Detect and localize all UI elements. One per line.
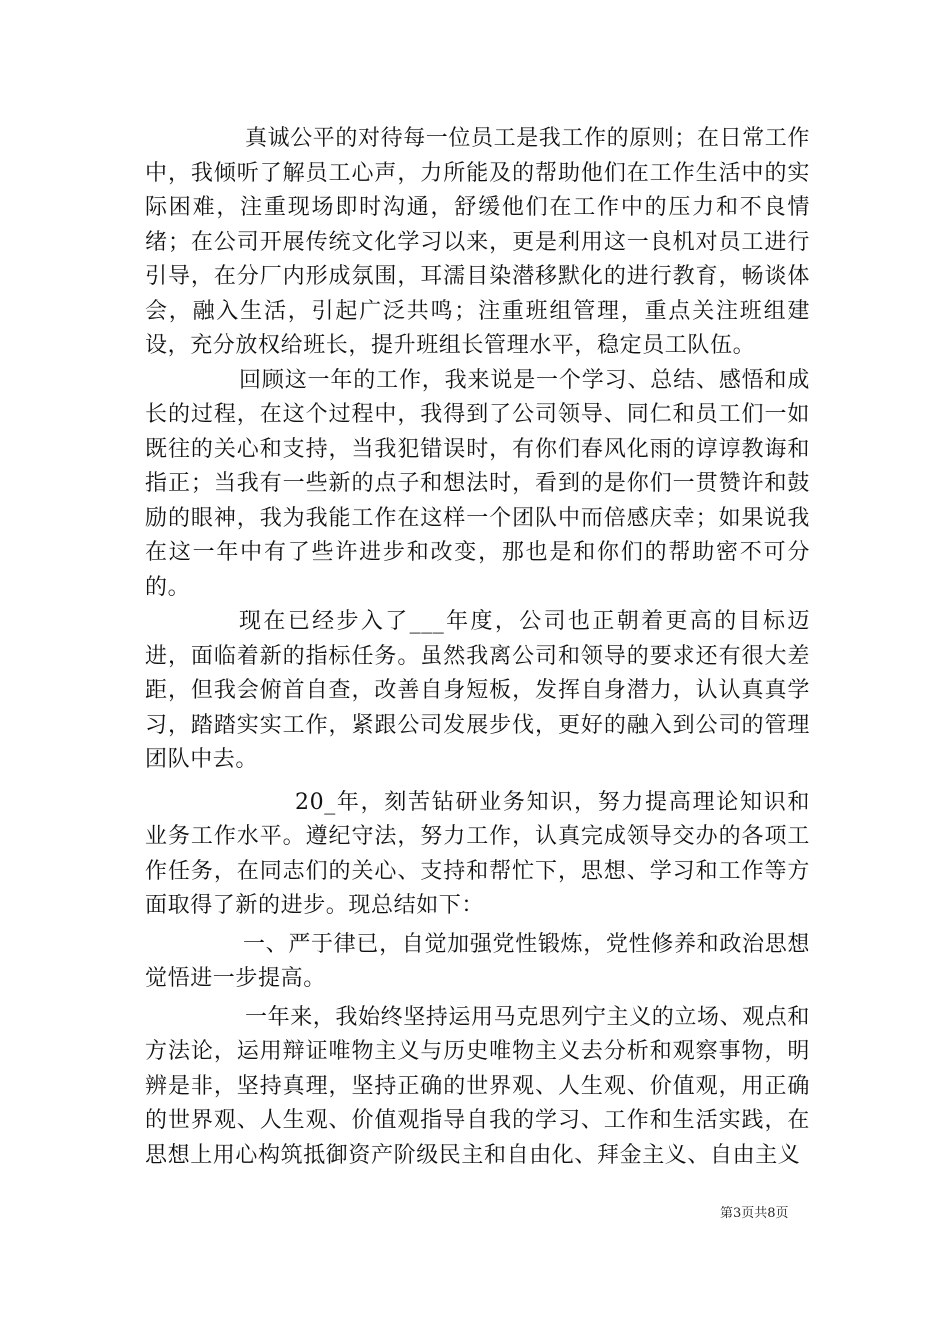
document-body — [145, 122, 810, 1173]
paragraph-year-review: 一年来，我始终坚持运用马克思列宁主义的立场、观点和方法论，运用辩证唯物主义与历史唯物主义去分析和观察事物，明辨是非，坚持真理，坚持正确的世界观、人生观、价值观，用正确的世界观、人生观、价值观指导自我的学习、工作和生活实践，在思想上用心构筑抵御资产阶级民主和自由化、拜金主义、自由主义 — [145, 1004, 811, 1168]
paragraph-outlook: 现在已经步入了___年度，公司也正朝着更高的目标迈进，面临着新的指标任务。虽然我离公司和领导的要求还有很大差距，但我会俯首自查，改善自身短板，发挥自身潜力，认认真真学习，踏踏实实工作，紧跟公司发展步伐，更好的融入到公司的管理团队中去。 — [145, 609, 810, 772]
page-number: 第3页共8页 — [720, 1206, 789, 1221]
paragraph-fairness: 真诚公平的对待每一位员工是我工作的原则；在日常工作中，我倾听了解员工心声，力所能及的帮助他们在工作生活中的实际困难，注重现场即时沟通，舒缓他们在工作中的压力和不良情绪；在公司开展传统文化学习以来，更是利用这一良机对员工进行引导，在分厂内形成氛围，耳濡目染潜移默化的进行教育，畅谈体会，融入生活，引起广泛共鸣；注重班组管理，重点关注班组建设，充分放权给班长，提升班组长管理水平，稳定员工队伍。 — [145, 126, 811, 358]
paragraph-review: 回顾这一年的工作，我来说是一个学习、总结、感悟和成长的过程，在这个过程中，我得到了公司领导、同仁和员工们一如既往的关心和支持，当我犯错误时，有你们春风化雨的谆谆教诲和指正；当我有一些新的点子和想法时，看到的是你们一贯赞许和鼓励的眼神，我为我能工作在这样一个团队中而倍感庆幸；如果说我在这一年中有了些许进步和改变，那也是和你们的帮助密不可分的。 — [145, 367, 810, 600]
paragraph-summary-intro: 20_年，刻苦钻研业务知识，努力提高理论知识和业务工作水平。遵纪守法，努力工作，认真完成领导交办的各项工作任务，在同志们的关心、支持和帮忙下，思想、学习和工作等方面取得了新的进步。现总结如下： — [145, 789, 810, 918]
paragraph-section-heading: 一、严于律已，自觉加强党性锻炼，党性修养和政治思想觉悟进一步提高。 — [145, 931, 810, 991]
